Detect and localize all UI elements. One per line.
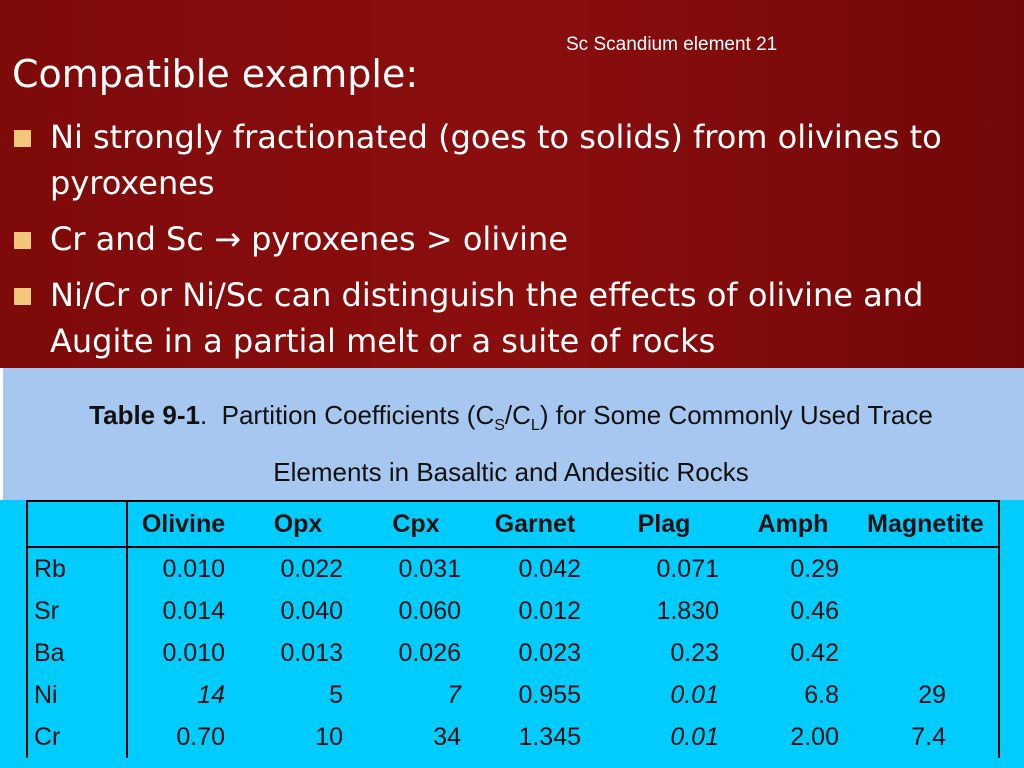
coefficient-cell	[853, 590, 999, 632]
coefficient-cell: 0.012	[518, 596, 581, 625]
coefficient-cell: 0.29	[790, 554, 839, 583]
table-row	[27, 547, 999, 590]
element-cell: Ni	[27, 674, 127, 716]
caption-sub-s: S	[494, 417, 505, 435]
bullet-item	[14, 272, 1014, 364]
bullet-text: Ni/Cr or Ni/Sc can distinguish the effects of olivine and Augite in a partial melt or a suite of rocks	[50, 276, 924, 360]
coefficient-cell: 0.060	[398, 596, 461, 625]
coefficient-cell: 0.031	[398, 554, 461, 583]
header-cell: Garnet	[475, 501, 595, 547]
caption-text-a: Partition Coefficients (C	[221, 400, 495, 430]
coefficient-cell: 2.00	[790, 722, 839, 751]
element-cell: Rb	[27, 547, 127, 590]
caption-sub-l: L	[530, 417, 540, 435]
coefficient-cell: 0.46	[790, 596, 839, 625]
header-cell: Opx	[239, 501, 357, 547]
coefficient-cell: 7	[447, 680, 461, 709]
coefficient-cell	[853, 547, 999, 590]
slide-note: Sc Scandium element 21	[566, 34, 778, 55]
bullet-text: Cr and Sc → pyroxenes > olivine	[50, 220, 568, 258]
bullet-item	[14, 216, 1014, 262]
coefficient-cell: 34	[433, 722, 461, 751]
coefficient-cell: 1.830	[656, 596, 719, 625]
coefficient-cell: 0.071	[656, 554, 719, 583]
bullet-square-icon	[14, 232, 31, 249]
header-cell: Magnetite	[853, 501, 999, 547]
coefficient-cell: 7.4	[853, 716, 999, 758]
coefficient-cell: 0.013	[280, 638, 343, 667]
table-row	[27, 590, 999, 632]
bullet-square-icon	[14, 288, 31, 305]
coefficient-cell: 29	[853, 674, 999, 716]
coefficient-cell: 0.026	[398, 638, 461, 667]
table-row	[27, 632, 999, 674]
coefficient-cell: 5	[329, 680, 343, 709]
caption-line-1: Table 9-1. Partition Coefficients $(C_S/C_L)$ for Some Commonly Used Trace	[89, 400, 933, 435]
coefficient-cell: 0.010	[162, 554, 225, 583]
coefficient-cell: 0.014	[162, 596, 225, 625]
table-row	[27, 716, 999, 758]
coefficient-cell: 14	[197, 680, 225, 709]
coefficient-cell: 1.345	[518, 722, 581, 751]
coefficient-cell: 0.70	[176, 722, 225, 751]
caption-line-2: Elements in Basaltic and Andesitic Rocks	[273, 457, 749, 488]
coefficient-cell	[853, 632, 999, 674]
header-cell: Plag	[595, 501, 733, 547]
coefficient-cell: 10	[315, 722, 343, 751]
bullet-list	[14, 114, 1014, 374]
element-cell: Cr	[27, 716, 127, 758]
table-row	[27, 674, 999, 716]
element-cell: Ba	[27, 632, 127, 674]
caption-label: Table 9-1	[89, 400, 200, 430]
header-cell	[27, 501, 127, 547]
coefficient-cell: 0.01	[670, 722, 719, 751]
table-body	[27, 547, 999, 758]
coefficient-cell: 0.042	[518, 554, 581, 583]
caption-text-b: ) for Some Commonly Used Trace	[539, 400, 933, 430]
bullet-text: Ni strongly fractionated (goes to solids) from olivines to pyroxenes	[50, 118, 942, 202]
coefficient-cell: 0.022	[280, 554, 343, 583]
coefficient-cell: 0.023	[518, 638, 581, 667]
coefficient-cell: 0.010	[162, 638, 225, 667]
table-header-row	[27, 501, 999, 547]
slide-heading: Compatible example:	[12, 52, 419, 96]
header-cell: Amph	[733, 501, 853, 547]
caption-slash: /C	[504, 400, 531, 430]
coefficient-cell: 0.42	[790, 638, 839, 667]
coefficient-cell: 0.955	[518, 680, 581, 709]
bullet-square-icon	[14, 130, 31, 147]
bullet-item	[14, 114, 1014, 206]
coefficient-cell: 0.040	[280, 596, 343, 625]
coefficient-cell: 6.8	[804, 680, 839, 709]
element-cell: Sr	[27, 590, 127, 632]
coefficient-cell: 0.23	[670, 638, 719, 667]
table-caption	[30, 392, 992, 495]
header-cell: Cpx	[357, 501, 475, 547]
coefficient-cell: 0.01	[670, 680, 719, 709]
header-cell: Olivine	[127, 501, 239, 547]
partition-table	[26, 500, 1000, 758]
